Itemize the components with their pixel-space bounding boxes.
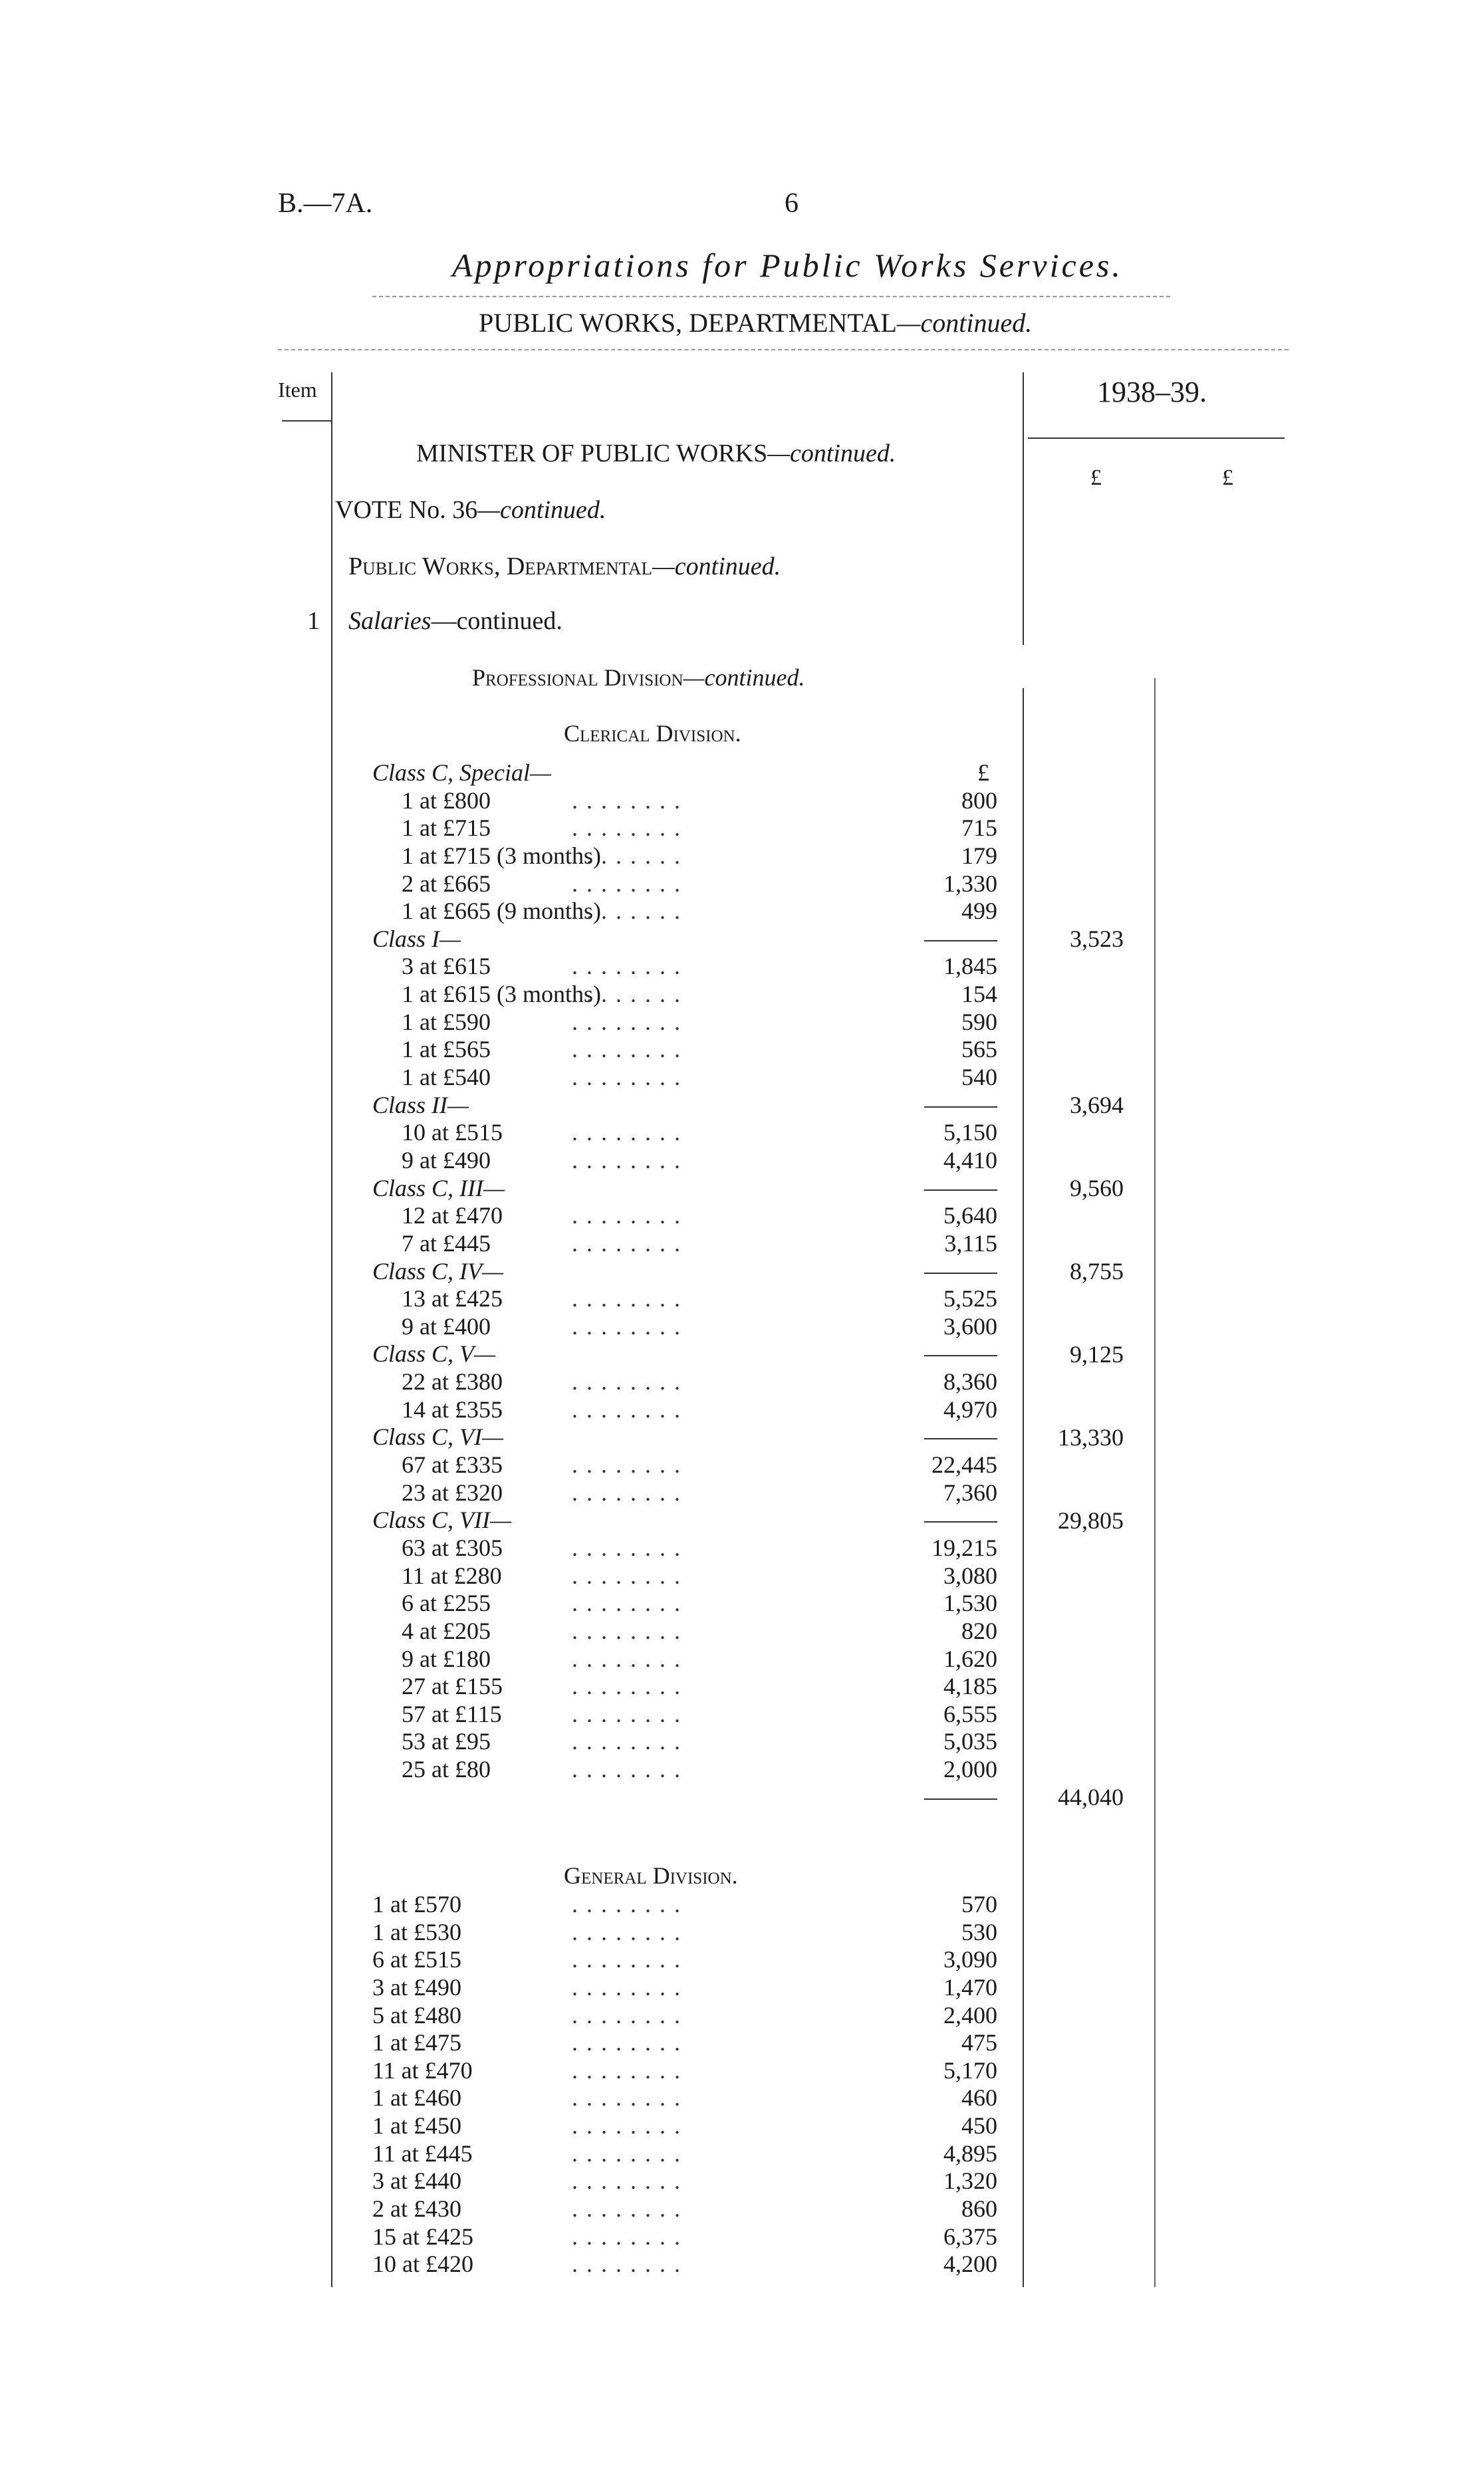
general-row — [372, 2112, 997, 2140]
class-heading: Class C, III— — [372, 1174, 505, 1201]
row-amount: 2,400 — [943, 2001, 997, 2029]
leader-dots: . . . . . . . . — [572, 2056, 681, 2084]
clerical-row — [372, 981, 997, 1009]
leader-dots: . . . . . . . . — [572, 1036, 681, 1063]
total-column-divider — [1154, 678, 1156, 2287]
row-amount: 8,360 — [943, 1368, 997, 1396]
row-amount: 6,555 — [943, 1700, 997, 1727]
leader-dots: . . . . . . . . — [572, 981, 681, 1008]
row-amount: 6,375 — [943, 2223, 997, 2250]
row-label: 12 at £470 — [402, 1202, 503, 1229]
row-label: 11 at £445 — [372, 2140, 473, 2167]
subtotal-rule — [924, 1273, 997, 1274]
item-column-header: Item — [278, 378, 317, 402]
leader-dots: . . . . . . . . — [572, 1285, 681, 1312]
class-heading: Class C, VI— — [372, 1423, 504, 1451]
row-amount: 860 — [961, 2195, 997, 2223]
leader-dots: . . . . . . . . — [572, 1451, 681, 1479]
leader-dots: . . . . . . . . — [572, 787, 681, 814]
class-heading: Class C, V— — [372, 1340, 496, 1368]
row-label: 3 at £490 — [372, 1973, 461, 2001]
leader-dots: . . . . . . . . — [572, 1562, 681, 1589]
general-row — [372, 2140, 997, 2168]
item-column-divider — [331, 372, 332, 2287]
general-row — [372, 2195, 997, 2223]
minister-main: MINISTER OF PUBLIC WORKS — [416, 439, 768, 467]
leader-dots: . . . . . . . . — [572, 2195, 681, 2223]
clerical-row — [372, 1562, 997, 1590]
row-label: 1 at £530 — [372, 1918, 461, 1945]
vote-heading — [335, 495, 606, 525]
subtotal-rule — [924, 1106, 997, 1108]
clerical-row — [372, 1036, 997, 1064]
clerical-row — [372, 1175, 997, 1203]
row-amount: 499 — [961, 898, 997, 925]
row-label: 1 at £460 — [372, 2084, 461, 2112]
row-label: 5 at £480 — [372, 2001, 461, 2029]
leader-dots: . . . . . . . . — [572, 898, 681, 925]
leader-dots: . . . . . . . . — [572, 1146, 681, 1173]
general-row — [372, 2002, 997, 2030]
salaries-heading — [348, 606, 562, 636]
subtotal-rule — [924, 1798, 997, 1800]
leader-dots: . . . . . . . . — [572, 2001, 681, 2029]
row-amount: 5,525 — [943, 1285, 997, 1312]
row-amount: 5,150 — [943, 1119, 997, 1146]
leader-dots: . . . . . . . . — [572, 814, 681, 842]
row-label: 3 at £440 — [372, 2167, 461, 2195]
professional-heading — [472, 664, 805, 691]
clerical-row — [372, 1784, 997, 1812]
year-header-rule — [1028, 437, 1285, 439]
general-heading: General Division. — [564, 1862, 738, 1889]
row-amount: 3,080 — [943, 1562, 997, 1589]
class-total: 9,560 — [1070, 1174, 1124, 1201]
leader-dots: . . . . . . . . — [572, 1312, 681, 1340]
class-total: 9,125 — [1070, 1340, 1124, 1368]
leader-dots: . . . . . . . . — [572, 1728, 681, 1755]
row-amount: 570 — [961, 1891, 997, 1917]
clerical-row — [372, 1618, 997, 1646]
row-amount: 179 — [961, 842, 997, 869]
row-label: 23 at £320 — [402, 1479, 503, 1506]
class-total: 3,694 — [1070, 1091, 1124, 1118]
row-label: 1 at £800 — [402, 787, 491, 814]
row-label: 67 at £335 — [402, 1451, 503, 1479]
year-column-header: 1938–39. — [1097, 376, 1207, 408]
general-row — [372, 2057, 997, 2085]
row-label: 1 at £565 — [402, 1036, 491, 1063]
dept-main: Public Works, Departmental — [348, 553, 653, 580]
row-amount: 1,320 — [943, 2167, 997, 2195]
row-label: 9 at £490 — [402, 1146, 491, 1173]
pound-column-label: £ — [977, 759, 989, 786]
row-label: 13 at £425 — [402, 1285, 503, 1312]
class-total: 13,330 — [1058, 1423, 1124, 1451]
row-label: 11 at £280 — [402, 1562, 502, 1589]
class-heading: Class C, Special— — [372, 759, 552, 786]
row-label: 11 at £470 — [372, 2056, 473, 2084]
clerical-row — [372, 953, 997, 981]
leader-dots: . . . . . . . . — [572, 1008, 681, 1035]
leader-dots: . . . . . . . . — [572, 1673, 681, 1700]
row-amount: 590 — [961, 1008, 997, 1035]
clerical-row — [372, 1396, 997, 1424]
row-label: 6 at £255 — [402, 1590, 491, 1617]
subtitle-cont: —continued. — [896, 308, 1033, 338]
leader-dots: . . . . . . . . — [572, 2167, 681, 2195]
leader-dots: . . . . . . . . — [572, 1119, 681, 1146]
row-amount: 22,445 — [931, 1451, 997, 1479]
clerical-row — [372, 842, 997, 870]
leader-dots: . . . . . . . . — [572, 2251, 681, 2278]
minister-cont: —continued. — [767, 439, 896, 467]
row-label: 25 at £80 — [402, 1756, 491, 1783]
class-heading: Class C, IV— — [372, 1257, 504, 1285]
class-heading: Class II— — [372, 1091, 469, 1118]
subtotal-rule — [924, 1438, 997, 1439]
row-amount: 530 — [961, 1918, 997, 1945]
row-amount: 5,170 — [943, 2056, 997, 2084]
clerical-row — [372, 1479, 997, 1507]
leader-dots: . . . . . . . . — [572, 2140, 681, 2167]
row-amount: 4,200 — [943, 2251, 997, 2278]
general-row — [372, 1946, 997, 1974]
row-label: 53 at £95 — [402, 1728, 491, 1755]
subtitle-main: PUBLIC WORKS, DEPARTMENTAL — [479, 308, 897, 338]
row-amount: 540 — [961, 1064, 997, 1091]
row-label: 9 at £400 — [402, 1312, 491, 1340]
row-amount: 820 — [961, 1617, 997, 1644]
general-row — [372, 2223, 997, 2251]
class-total: 3,523 — [1070, 925, 1124, 952]
row-label: 3 at £615 — [402, 953, 491, 980]
subtotal-rule — [924, 1189, 997, 1191]
clerical-row — [372, 1092, 997, 1120]
row-amount: 4,895 — [943, 2140, 997, 2167]
row-amount: 715 — [961, 814, 997, 842]
clerical-row — [372, 1423, 997, 1451]
clerical-row — [372, 787, 997, 815]
leader-dots: . . . . . . . . — [572, 1946, 681, 1973]
row-label: 6 at £515 — [372, 1946, 461, 1973]
clerical-row — [372, 1230, 997, 1258]
leader-dots: . . . . . . . . — [572, 2084, 681, 2112]
general-row — [372, 1919, 997, 1947]
clerical-row — [372, 1728, 997, 1756]
row-label: 1 at £475 — [372, 2029, 461, 2056]
clerical-row — [372, 1064, 997, 1092]
leader-dots: . . . . . . . . — [572, 870, 681, 897]
row-amount: 3,115 — [944, 1229, 997, 1257]
general-row — [372, 2167, 997, 2195]
pound-symbol-2: £ — [1222, 465, 1233, 490]
page-ref: B.—7A. — [278, 188, 373, 219]
class-heading: Class I— — [372, 925, 461, 952]
clerical-row — [372, 1119, 997, 1147]
minister-heading — [416, 439, 896, 468]
page-subtitle — [479, 307, 1032, 338]
row-label: 15 at £425 — [372, 2223, 473, 2250]
leader-dots: . . . . . . . . — [572, 1396, 681, 1423]
leader-dots: . . . . . . . . — [572, 953, 681, 980]
general-rows — [372, 1891, 997, 2279]
leader-dots: . . . . . . . . — [572, 1617, 681, 1644]
class-heading: Class C, VII— — [372, 1507, 512, 1534]
leader-dots: . . . . . . . . — [572, 1891, 681, 1917]
clerical-row — [372, 1202, 997, 1230]
row-amount: 4,970 — [943, 1396, 997, 1423]
amount-column-divider — [1023, 372, 1024, 645]
row-amount: 1,330 — [943, 870, 997, 897]
row-amount: 2,000 — [943, 1756, 997, 1783]
class-total: 44,040 — [1058, 1784, 1124, 1811]
subtotal-rule — [924, 1521, 997, 1523]
leader-dots: . . . . . . . . — [572, 2029, 681, 2056]
salaries-cont: —continued. — [431, 607, 562, 635]
subtotal-rule — [924, 1355, 997, 1356]
row-label: 14 at £355 — [402, 1396, 503, 1423]
professional-cont: —continued. — [683, 664, 805, 691]
row-label: 1 at £665 (9 months) — [402, 898, 601, 925]
dept-cont: —continued. — [652, 553, 781, 580]
row-label: 1 at £615 (3 months) — [402, 981, 601, 1008]
clerical-row — [372, 1285, 997, 1313]
row-label: 27 at £155 — [402, 1673, 503, 1700]
clerical-row — [372, 1313, 997, 1341]
leader-dots: . . . . . . . . — [572, 1973, 681, 2001]
row-amount: 475 — [961, 2029, 997, 2056]
leader-dots: . . . . . . . . — [572, 1534, 681, 1561]
row-amount: 7,360 — [943, 1479, 997, 1506]
subtotal-rule — [924, 940, 997, 941]
row-amount: 450 — [961, 2112, 997, 2140]
row-label: 57 at £115 — [402, 1700, 502, 1727]
professional-main: Professional Division — [472, 664, 683, 691]
clerical-row — [372, 1451, 997, 1479]
row-label: 10 at £420 — [372, 2251, 473, 2278]
item-header-rule — [282, 420, 331, 422]
subtitle-rule — [278, 349, 1289, 350]
clerical-row — [372, 1646, 997, 1673]
row-label: 1 at £715 (3 months) — [402, 842, 601, 869]
row-label: 9 at £180 — [402, 1645, 491, 1672]
clerical-row — [372, 1701, 997, 1729]
row-label: 7 at £445 — [402, 1229, 491, 1257]
pound-symbol-1: £ — [1090, 465, 1102, 490]
row-amount: 154 — [961, 981, 997, 1008]
clerical-row — [372, 898, 997, 925]
row-label: 1 at £590 — [402, 1008, 491, 1035]
page-number: 6 — [785, 188, 799, 219]
row-amount: 5,035 — [943, 1728, 997, 1755]
leader-dots: . . . . . . . . — [572, 842, 681, 869]
leader-dots: . . . . . . . . — [572, 1064, 681, 1091]
general-row — [372, 1891, 997, 1919]
leader-dots: . . . . . . . . — [572, 1590, 681, 1617]
clerical-row — [372, 1673, 997, 1701]
row-amount: 3,090 — [943, 1946, 997, 1973]
leader-dots: . . . . . . . . — [572, 1756, 681, 1783]
clerical-row — [372, 1756, 997, 1784]
clerical-row — [372, 759, 997, 787]
leader-dots: . . . . . . . . — [572, 2223, 681, 2250]
row-label: 4 at £205 — [402, 1617, 491, 1644]
leader-dots: . . . . . . . . — [572, 1645, 681, 1672]
row-amount: 460 — [961, 2084, 997, 2112]
clerical-row — [372, 1368, 997, 1396]
clerical-row — [372, 1147, 997, 1175]
leader-dots: . . . . . . . . — [572, 1202, 681, 1229]
general-row — [372, 1974, 997, 2002]
clerical-row — [372, 925, 997, 953]
row-amount: 1,620 — [943, 1645, 997, 1672]
row-amount: 565 — [961, 1036, 997, 1063]
leader-dots: . . . . . . . . — [572, 1229, 681, 1257]
row-amount: 4,410 — [943, 1146, 997, 1173]
clerical-row — [372, 870, 997, 898]
leader-dots: . . . . . . . . — [572, 2112, 681, 2140]
page-title: Appropriations for Public Works Services. — [452, 247, 1123, 284]
title-rule — [372, 296, 1170, 297]
class-total: 8,755 — [1070, 1257, 1124, 1285]
row-amount: 5,640 — [943, 1202, 997, 1229]
item-number: 1 — [307, 607, 320, 635]
row-amount: 1,530 — [943, 1590, 997, 1617]
clerical-row — [372, 1340, 997, 1368]
row-label: 22 at £380 — [402, 1368, 503, 1396]
row-label: 63 at £305 — [402, 1534, 503, 1561]
leader-dots: . . . . . . . . — [572, 1479, 681, 1506]
row-amount: 4,185 — [943, 1673, 997, 1700]
clerical-row — [372, 1258, 997, 1286]
clerical-rows — [372, 759, 997, 1811]
salaries-main: Salaries — [348, 607, 432, 635]
clerical-row — [372, 1009, 997, 1037]
amount-column-divider-2 — [1023, 688, 1024, 2287]
vote-cont: —continued. — [477, 496, 606, 524]
clerical-row — [372, 1507, 997, 1535]
row-amount: 1,845 — [943, 953, 997, 980]
class-total: 29,805 — [1058, 1507, 1124, 1534]
row-label: 1 at £570 — [372, 1891, 461, 1917]
row-amount: 800 — [961, 787, 997, 814]
clerical-row — [372, 1535, 997, 1562]
clerical-heading: Clerical Division. — [564, 720, 741, 747]
row-amount: 1,470 — [943, 1973, 997, 2001]
row-amount: 3,600 — [943, 1312, 997, 1340]
row-amount: 19,215 — [931, 1534, 997, 1561]
general-row — [372, 2251, 997, 2279]
vote-main: VOTE No. 36 — [335, 496, 478, 524]
row-label: 2 at £430 — [372, 2195, 461, 2223]
leader-dots: . . . . . . . . — [572, 1918, 681, 1945]
clerical-row — [372, 1590, 997, 1618]
row-label: 10 at £515 — [402, 1119, 503, 1146]
row-label: 1 at £715 — [402, 814, 491, 842]
general-row — [372, 2084, 997, 2112]
clerical-row — [372, 814, 997, 842]
general-row — [372, 2029, 997, 2057]
leader-dots: . . . . . . . . — [572, 1368, 681, 1396]
row-label: 1 at £450 — [372, 2112, 461, 2140]
dept-heading — [348, 552, 781, 581]
row-label: 1 at £540 — [402, 1064, 491, 1091]
row-label: 2 at £665 — [402, 870, 491, 897]
leader-dots: . . . . . . . . — [572, 1700, 681, 1727]
